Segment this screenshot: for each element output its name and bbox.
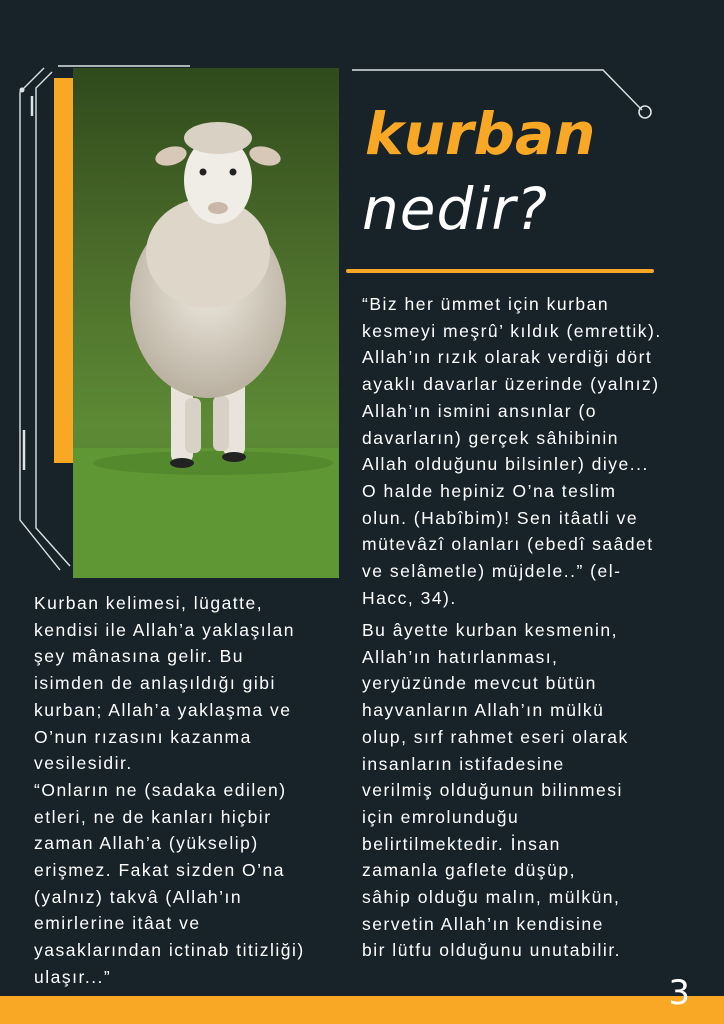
verse-explanation-paragraph: Bu âyette kurban kesmenin, Allah’ın hatırlanması, yeryüzünde mevcut bütün hayvanların Allah’ın mülkü olup, sırf rahmet eseri olarak insanların istifadesine verilmiş olduğunun bilinmesi için emrolunduğu belirtilmektedir. İnsan zamanla gaflete düşüp, sâhip olduğu malın, mülkün, servetin Allah’ın kendisine bir lütfu olduğunu unutabilir. bbox=[362, 620, 629, 961]
title-underline bbox=[346, 269, 654, 273]
accent-bar bbox=[54, 78, 73, 463]
footer-bar bbox=[0, 996, 724, 1024]
verse-quote-paragraph: “Biz her ümmet için kurban kesmeyi meşrû’ kıldık (emrettik). Allah’ın rızık olarak verdiği dört ayaklı davarlar üzerinde (yalnız) Allah’ın ismini ansınlar (o davarların) gerçek sâhibinin Allah olduğunu bilsinler) diye... O halde hepiniz O’na teslim olun. (Habîbim)! Sen itâatli ve mütevâzî olanları (ebedî saâdet ve selâmetle) müjdele..” (el- Hacc, 34). bbox=[362, 294, 662, 608]
sheep-photo bbox=[73, 68, 339, 578]
title-line-1: kurban bbox=[365, 100, 596, 168]
title-line-2: nedir? bbox=[362, 175, 549, 243]
definition-paragraph: Kurban kelimesi, lügatte, kendisi ile Allah’a yaklaşılan şey mânasına gelir. Bu isimden de anlaşıldığı gibi kurban; Allah’a yaklaşma ve O’nun rızasını kazanma vesilesidir. “Onların ne (sadaka edilen) etleri, ne de kanları hiçbir zaman Allah’a (yükselip) erişmez. Fakat sizden O’na (yalnız) takvâ (Allah’ın emirlerine itâat ve yasaklarından ictinab titizliği) ulaşır...” bbox=[34, 593, 305, 987]
page-number: 3 bbox=[668, 973, 690, 1013]
